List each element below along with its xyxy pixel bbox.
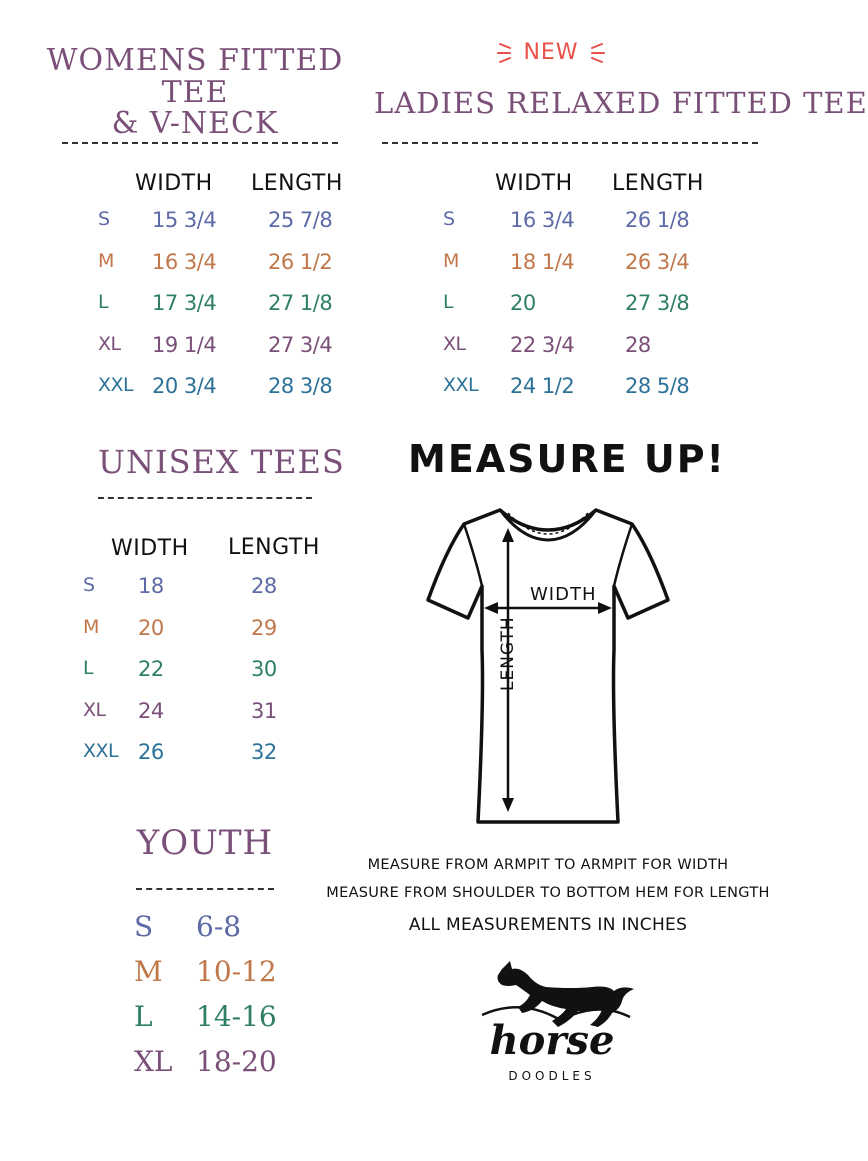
womens-width-header: WIDTH	[135, 171, 213, 196]
womens-row	[98, 291, 358, 319]
new-badge-label: NEW	[523, 40, 579, 65]
new-badge	[496, 36, 606, 70]
ladies-length-header: LENGTH	[612, 171, 704, 196]
womens-width-cell: 20 3/4	[152, 374, 217, 398]
unisex-row	[83, 574, 343, 602]
womens-title	[40, 45, 350, 140]
ladies-width-cell: 22 3/4	[510, 332, 575, 357]
womens-size-cell: XL	[98, 332, 121, 355]
womens-title-line2: & V-NECK	[111, 106, 279, 141]
womens-title-line1: WOMENS FITTED TEE	[46, 43, 344, 110]
ladies-title: LADIES RELAXED FITTED TEE	[374, 86, 868, 120]
note-width: MEASURE FROM ARMPIT TO ARMPIT FOR WIDTH	[367, 857, 729, 873]
ladies-length-cell: 26 3/4	[625, 249, 690, 274]
horse-doodles-logo	[462, 955, 642, 1095]
ladies-row	[443, 291, 703, 319]
ladies-length-cell: 28 5/8	[625, 374, 690, 398]
youth-row	[134, 1000, 314, 1033]
ladies-width-cell: 18 1/4	[510, 249, 575, 274]
womens-length-cell: 26 1/2	[268, 249, 333, 274]
youth-divider	[136, 888, 274, 890]
unisex-size-cell: M	[83, 615, 99, 638]
youth-row	[134, 1045, 314, 1078]
unisex-width-cell: 24	[138, 698, 164, 723]
womens-row	[98, 250, 358, 278]
womens-row	[98, 374, 358, 402]
unisex-width-cell: 18	[138, 574, 164, 598]
ladies-row	[443, 374, 703, 402]
youth-size-cell: M	[134, 955, 163, 988]
length-label: LENGTH	[498, 616, 518, 691]
unisex-length-cell: 32	[251, 740, 277, 764]
womens-row	[98, 333, 358, 361]
womens-width-cell: 19 1/4	[152, 332, 217, 357]
ladies-size-cell: L	[443, 291, 454, 313]
youth-range-cell: 6-8	[196, 910, 242, 943]
youth-range-cell: 18-20	[196, 1045, 277, 1078]
unisex-length-cell: 30	[251, 657, 277, 681]
ladies-width-cell: 20	[510, 291, 536, 315]
womens-width-cell: 15 3/4	[152, 208, 217, 232]
unisex-divider	[98, 497, 312, 499]
ladies-width-cell: 24 1/2	[510, 374, 575, 398]
womens-size-cell: L	[98, 291, 109, 313]
logo-word: horse	[489, 1017, 615, 1064]
unisex-width-header: WIDTH	[111, 536, 189, 561]
unisex-size-cell: XXL	[83, 740, 119, 762]
youth-size-cell: L	[134, 1000, 153, 1033]
unisex-length-cell: 29	[251, 615, 277, 640]
unisex-width-cell: 22	[138, 657, 164, 681]
width-label: WIDTH	[530, 584, 597, 605]
unisex-title: UNISEX TEES	[98, 443, 345, 481]
womens-width-cell: 17 3/4	[152, 291, 217, 315]
ladies-width-header: WIDTH	[495, 171, 573, 196]
ladies-row	[443, 333, 703, 361]
unisex-width-cell: 20	[138, 615, 164, 640]
ladies-size-cell: M	[443, 249, 459, 272]
unisex-row	[83, 657, 343, 685]
youth-row	[134, 910, 314, 943]
youth-row	[134, 955, 314, 988]
ladies-divider	[382, 142, 758, 144]
womens-length-cell: 27 1/8	[268, 291, 333, 315]
unisex-row	[83, 699, 343, 727]
womens-length-cell: 25 7/8	[268, 208, 333, 232]
ladies-size-cell: XL	[443, 332, 466, 355]
womens-divider	[62, 142, 338, 144]
youth-title: YOUTH	[136, 823, 274, 863]
womens-width-cell: 16 3/4	[152, 249, 217, 274]
logo-sub: DOODLES	[508, 1069, 596, 1083]
womens-size-cell: M	[98, 249, 114, 272]
unisex-length-cell: 31	[251, 698, 277, 723]
womens-row	[98, 208, 358, 236]
measure-up-title: MEASURE UP!	[408, 437, 726, 481]
unisex-row	[83, 616, 343, 644]
ladies-length-cell: 28	[625, 332, 651, 357]
unisex-size-cell: S	[83, 574, 95, 596]
womens-size-cell: S	[98, 208, 110, 230]
unisex-size-cell: L	[83, 657, 94, 679]
youth-range-cell: 10-12	[196, 955, 277, 988]
unisex-length-header: LENGTH	[228, 535, 320, 560]
womens-length-header: LENGTH	[251, 171, 343, 196]
unisex-length-cell: 28	[251, 574, 277, 598]
womens-length-cell: 27 3/4	[268, 332, 333, 357]
ladies-row	[443, 208, 703, 236]
youth-size-cell: S	[134, 910, 154, 943]
note-inches: ALL MEASUREMENTS IN INCHES	[408, 915, 688, 935]
ladies-row	[443, 250, 703, 278]
ladies-size-cell: S	[443, 208, 455, 230]
youth-range-cell: 14-16	[196, 1000, 277, 1033]
womens-size-cell: XXL	[98, 374, 134, 396]
unisex-row	[83, 740, 343, 768]
ladies-size-cell: XXL	[443, 374, 479, 396]
ladies-width-cell: 16 3/4	[510, 208, 575, 232]
youth-size-cell: XL	[134, 1045, 173, 1078]
note-length: MEASURE FROM SHOULDER TO BOTTOM HEM FOR LENGTH	[326, 885, 770, 901]
womens-length-cell: 28 3/8	[268, 374, 333, 398]
tshirt-diagram-icon	[418, 500, 678, 830]
unisex-width-cell: 26	[138, 740, 164, 764]
ladies-length-cell: 27 3/8	[625, 291, 690, 315]
unisex-size-cell: XL	[83, 698, 106, 721]
ladies-length-cell: 26 1/8	[625, 208, 690, 232]
